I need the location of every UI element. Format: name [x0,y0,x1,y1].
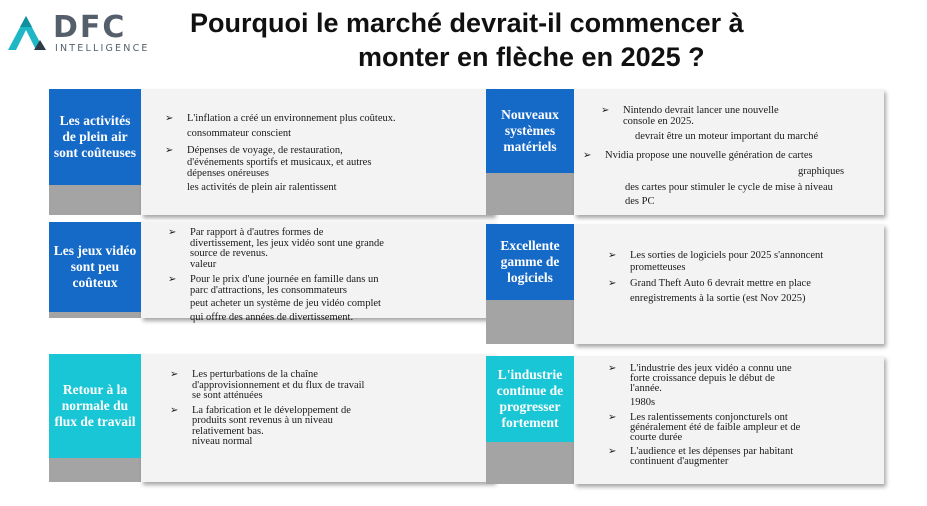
arrow-bullet-icon: ➢ [608,250,617,261]
card-label: L'industrie continue de progresser fortement [486,356,574,442]
card-label: Les activités de plein air sont coûteuses [49,89,141,185]
card-body [608,363,801,467]
card-line: source de revenus. [190,248,268,259]
card-line: enregistrements à la sortie (est Nov 2025) [630,292,806,304]
card-industry-growth [486,356,886,484]
card-line: graphiques [798,166,845,177]
card-gray-block [49,458,141,482]
card-line: consommateur conscient [187,127,292,139]
card-workflow-normal [49,354,449,482]
card-line: console en 2025. [623,116,694,127]
card-line: divertissement, les jeux vidéo sont une grande [190,237,384,249]
card-label: Nouveaux systèmes matériels [486,89,574,173]
card-line: ➢ Nintendo devrait lancer une nouvelle [601,105,779,116]
card-line: généralement été de faible ampleur et de [630,422,801,433]
card-gray-block [486,442,574,484]
arrow-bullet-icon: ➢ [168,227,177,238]
card-line: ➢ Dépenses de voyage, de restauration, [165,145,343,156]
arrow-bullet-icon: ➢ [170,404,179,416]
card-line: ➢ L'inflation a créé un environnement plus coûteux. [165,113,396,124]
card-cheap-games [49,222,449,323]
page-title [190,6,850,74]
card-line: l'année. [630,383,662,394]
card-gray-block [49,312,141,318]
card-line: dépenses onéreuses [187,168,269,179]
arrow-bullet-icon: ➢ [165,145,174,156]
dfc-logo [6,12,156,54]
card-software-lineup [486,224,886,344]
card-line: des PC [625,196,655,207]
card-label: Retour à la normale du flux de travail [49,354,141,458]
card-line: courte durée [630,432,683,443]
card-line: les activités de plein air ralentissent [187,181,337,193]
card-body [165,113,396,193]
card-line: ➢ Les ralentissements conjoncturels ont [608,412,788,423]
card-line: ➢ Par rapport à d'autres formes de [168,227,324,238]
title-line-1: Pourquoi le marché devrait-il commencer à [190,8,744,38]
arrow-bullet-icon: ➢ [165,113,174,124]
arrow-bullet-icon: ➢ [608,363,617,374]
arrow-bullet-icon: ➢ [608,278,617,289]
card-line: ➢ L'industrie des jeux vidéo a connu une [608,363,792,374]
card-line: peut acheter un système de jeu vidéo complet [190,298,381,309]
card-line: d'événements sportifs et musicaux, et autres [187,156,372,168]
card-line: d'approvisionnement et du flux de travail [192,379,365,391]
arrow-bullet-icon: ➢ [583,150,592,161]
card-line: prometteuses [630,261,686,273]
logo-subtitle: INTELLIGENCE [55,43,150,54]
card-line: ➢ La fabrication et le développement de [170,404,351,416]
card-line: continuent d'augmenter [630,456,729,467]
card-line: parc d'attractions, les consommateurs [190,284,348,296]
card-line: ➢ Pour le prix d'une journée en famille dans un [168,274,379,285]
arrow-bullet-icon: ➢ [608,412,617,423]
title-line-2: monter en flèche en 2025 ? [358,42,705,72]
card-gray-block [486,173,574,215]
card-label: Excellente gamme de logiciels [486,224,574,300]
logo-triangle-icon [6,12,50,52]
card-label: Les jeux vidéo sont peu coûteux [49,222,141,312]
card-line: relativement bas. [192,425,264,437]
card-body [583,105,845,207]
arrow-bullet-icon: ➢ [608,446,617,457]
arrow-bullet-icon: ➢ [170,369,179,380]
card-new-hardware [486,89,886,215]
card-line: produits sont revenus à un niveau [192,415,333,426]
logo-brand: DFC [53,10,127,45]
card-line: forte croissance depuis le début de [630,373,775,384]
card-line: des cartes pour stimuler le cycle de mise à niveau [625,182,833,193]
card-gray-block [486,300,574,344]
card-body [168,227,384,323]
card-line: se sont atténuées [192,390,263,401]
card-line: qui offre des années de divertissement. [190,311,354,323]
card-line: ➢ Nvidia propose une nouvelle génération de cartes [583,150,813,161]
card-body [170,369,365,448]
card-body [608,250,824,304]
arrow-bullet-icon: ➢ [601,105,610,116]
card-line: ➢ Les sorties de logiciels pour 2025 s'annoncent [608,250,824,261]
card-line: ➢ L'audience et les dépenses par habitant [608,446,794,457]
card-line: ➢ Grand Theft Auto 6 devrait mettre en place [608,278,811,289]
card-outdoor-costs [49,89,449,215]
card-line: ➢ Les perturbations de la chaîne [170,369,318,380]
card-line: 1980s [630,397,656,408]
arrow-bullet-icon: ➢ [168,274,177,285]
card-line: valeur [190,258,217,270]
card-line: devrait être un moteur important du marché [635,131,819,142]
card-line: niveau normal [192,436,253,447]
